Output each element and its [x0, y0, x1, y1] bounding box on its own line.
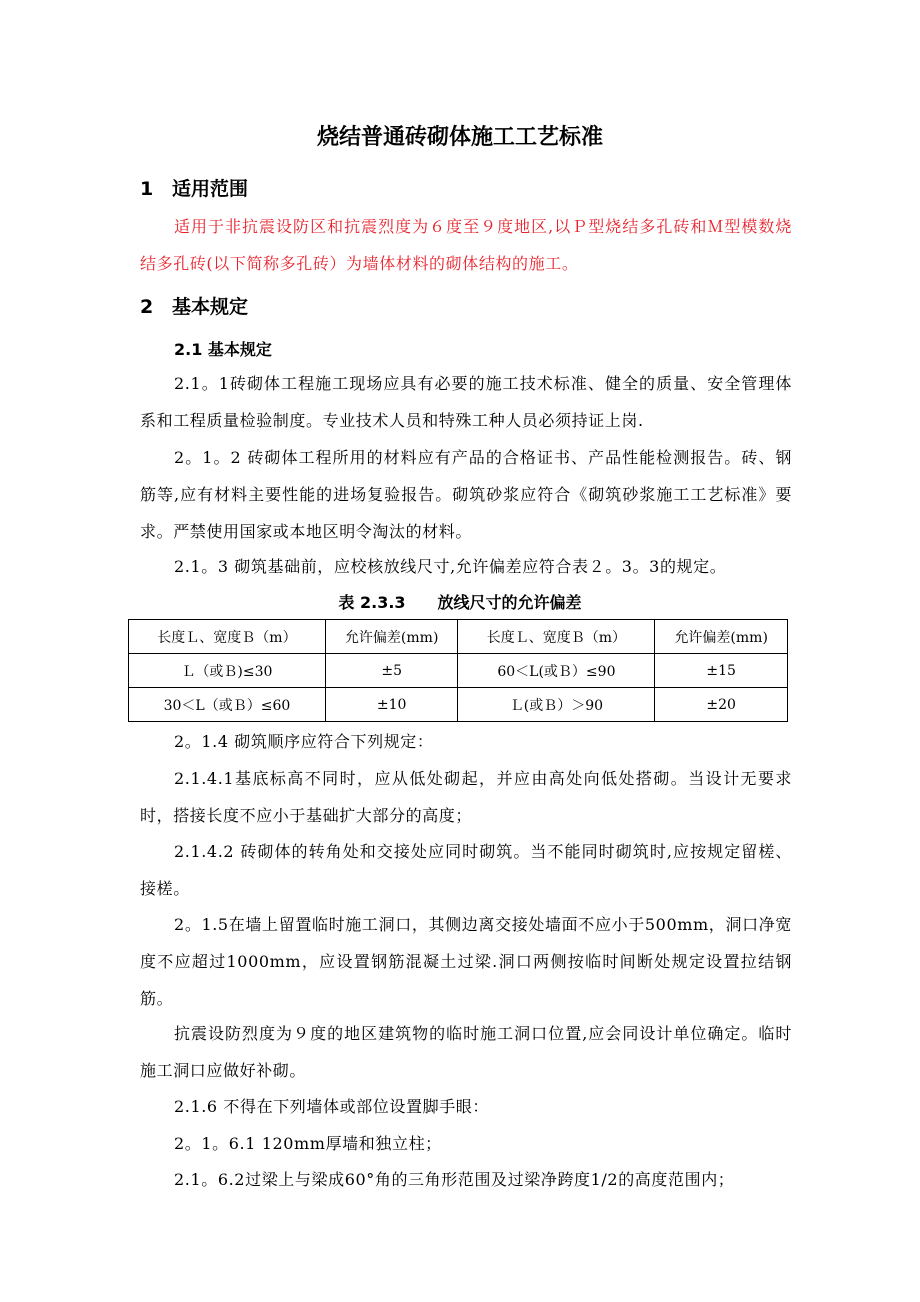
section-number: 2: [140, 296, 154, 318]
table-header-cell: 允许偏差(mm): [325, 620, 458, 654]
paragraph-2-1-6-2: 2.1。6.2过梁上与梁成60°角的三角形范围及过梁净跨度1/2的高度范围内；: [174, 1170, 735, 1189]
table-cell: ±5: [325, 654, 458, 688]
subsection-heading-2-1: 2.1 基本规定: [174, 340, 272, 359]
table-cell: Ｌ(或Ｂ）＞90: [458, 688, 655, 722]
deviation-table: [128, 619, 788, 722]
table-cell: 60＜L(或Ｂ）≤90: [458, 654, 655, 688]
table-row: [129, 654, 788, 688]
paragraph-2-1-3: 2.1。3 砌筑基础前，应校核放线尺寸,允许偏差应符合表２。3。3的规定。: [174, 557, 727, 576]
section-title: 适用范围: [172, 178, 249, 200]
section-number: 1: [140, 178, 154, 200]
table-header-row: [129, 620, 788, 654]
paragraph-2-1-6: 2.1.6 不得在下列墙体或部位设置脚手眼：: [174, 1097, 489, 1116]
section-heading-1: [140, 174, 248, 201]
paragraph-2-1-4-2: 2.1.4.2 砖砌体的转角处和交接处应同时砌筑。当不能同时砌筑时,应按规定留槎、接槎。: [140, 842, 792, 898]
table-row: [129, 688, 788, 722]
paragraph-2-1-6-1: 2。1。6.1 120mm厚墙和独立柱；: [174, 1134, 442, 1153]
table-cell: ±20: [655, 688, 788, 722]
table-cell: 30＜L（或Ｂ）≤60: [129, 688, 326, 722]
paragraph-2-1-5-note: 抗震设防烈度为９度的地区建筑物的临时施工洞口位置,应会同设计单位确定。临时施工洞口应做好补砌。: [140, 1024, 792, 1080]
document-title: 烧结普通砖砌体施工工艺标准: [316, 125, 603, 150]
section-heading-2: [140, 292, 248, 319]
table-header-cell: 长度Ｌ、宽度Ｂ（m）: [458, 620, 655, 654]
paragraph-2-1-5: 2。1.5在墙上留置临时施工洞口，其侧边离交接处墙面不应小于500mm，洞口净宽度不应超过1000mm，应设置钢筋混凝土过梁.洞口两侧按临时间断处规定设置拉结钢筋。: [140, 915, 792, 1008]
paragraph-scope: 适用于非抗震设防区和抗震烈度为６度至９度地区,以Ｐ型烧结多孔砖和Ｍ型模数烧结多孔砖(以下简称多孔砖）为墙体材料的砌体结构的施工。: [140, 217, 792, 273]
table-cell: ±15: [655, 654, 788, 688]
section-title: 基本规定: [172, 296, 249, 318]
table-caption: 表 2.3.3 放线尺寸的允许偏差: [338, 593, 582, 612]
paragraph-2-1-4-1: 2.1.4.1基底标高不同时，应从低处砌起，并应由高处向低处搭砌。当设计无要求时，搭接长度不应小于基础扩大部分的高度；: [140, 769, 792, 825]
paragraph-2-1-1: 2.1。1砖砌体工程施工现场应具有必要的施工技术标准、健全的质量、安全管理体系和工程质量检验制度。专业技术人员和特殊工种人员必须持证上岗.: [140, 374, 792, 430]
paragraph-2-1-4: 2。1.4 砌筑顺序应符合下列规定：: [174, 732, 434, 751]
table-header-cell: 允许偏差(mm): [655, 620, 788, 654]
table-header-cell: 长度Ｌ、宽度Ｂ（m）: [129, 620, 326, 654]
paragraph-2-1-2: 2。1。2 砖砌体工程所用的材料应有产品的合格证书、产品性能检测报告。砖、钢筋等,应有材料主要性能的进场复验报告。砌筑砂浆应符合《砌筑砂浆施工工艺标准》要求。严禁使用国家或本地区明令淘汰的材料。: [140, 448, 792, 541]
table-cell: ±10: [325, 688, 458, 722]
table-cell: Ｌ（或Ｂ)≤30: [129, 654, 326, 688]
